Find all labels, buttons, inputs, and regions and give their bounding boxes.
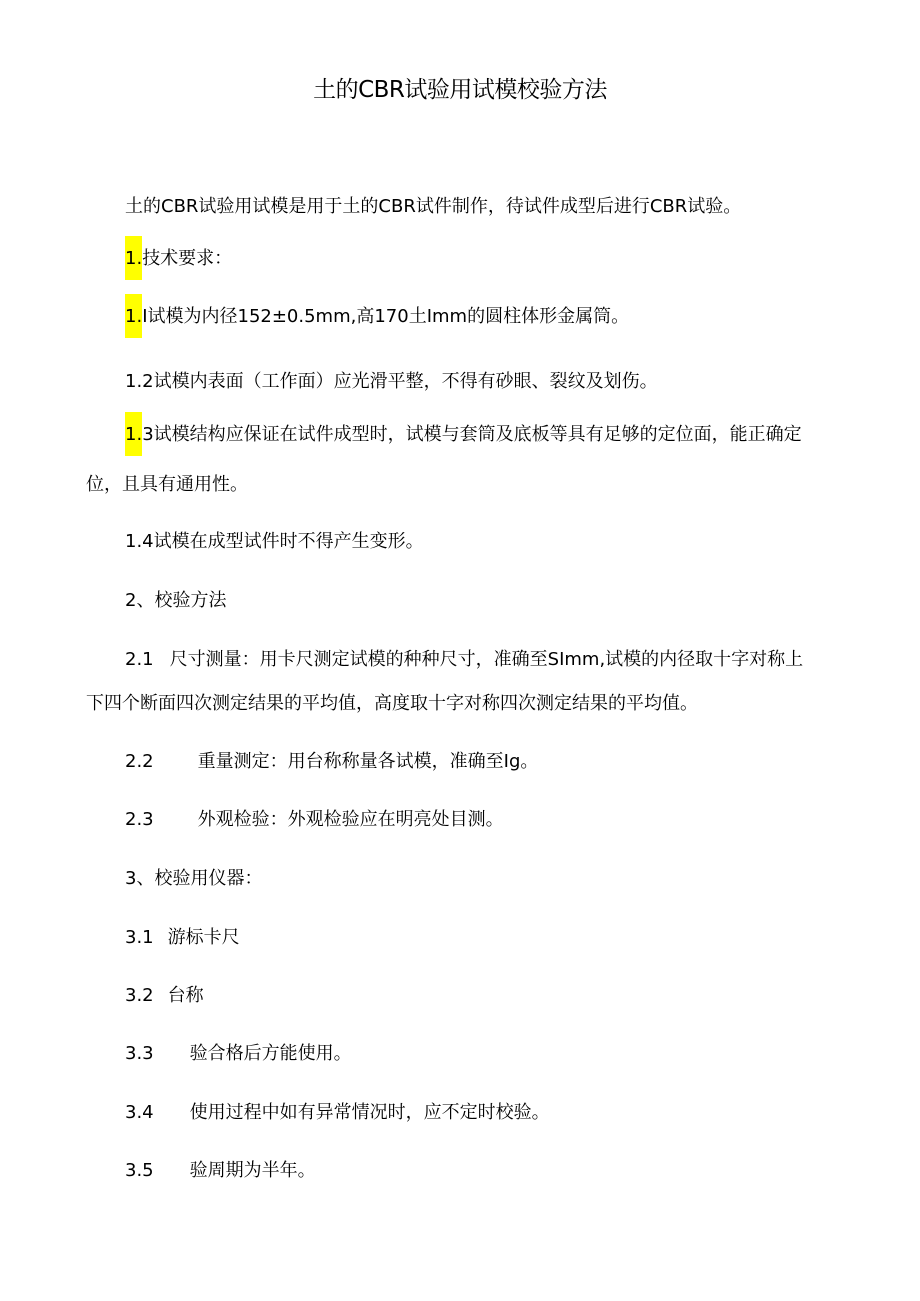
section-2-1: [125, 646, 803, 674]
section-3-3: [125, 1040, 352, 1068]
section-3-5: [125, 1157, 316, 1185]
section-2-2: [125, 748, 538, 776]
section-3-5-number: 3.5: [125, 1160, 154, 1181]
intro-paragraph: 土的CBR试验用试模是用于土的CBR试件制作，待试件成型后进行CBR试验。: [125, 196, 742, 217]
section-3-4: [125, 1099, 550, 1127]
section-3-4-number: 3.4: [125, 1102, 154, 1123]
section-1-3-continued: 位，且具有通用性。: [86, 474, 248, 495]
section-1-3-text: 3试模结构应保证在试件成型时，试模与套筒及底板等具有足够的定位面，能正确定: [142, 424, 802, 445]
section-3-heading: 3、校验用仪器：: [125, 868, 263, 889]
section-3-5-text: 验周期为半年。: [189, 1160, 316, 1181]
section-2-1-text: 尺寸测量：用卡尺测定试模的种种尺寸，准确至SImm,试模的内径取十字对称上: [169, 649, 804, 670]
section-1-1: [125, 294, 629, 339]
section-2-2-text: 重量测定：用台称称量各试模，准确至Ig。: [197, 751, 539, 772]
section-3-3-number: 3.3: [125, 1043, 154, 1064]
section-1-3: [125, 412, 802, 457]
highlight-mark: 1.: [125, 294, 142, 338]
section-1-text: 技术要求：: [142, 248, 233, 269]
section-3-1-text: 游标卡尺: [167, 927, 240, 948]
section-2-heading: 2、校验方法: [125, 590, 227, 611]
highlight-mark: 1.: [125, 412, 142, 456]
section-2-1-continued: 下四个断面四次测定结果的平均值，高度取十字对称四次测定结果的平均值。: [86, 693, 698, 714]
section-3-2: [125, 982, 204, 1010]
section-1-2: 1.2试模内表面（工作面）应光滑平整，不得有砂眼、裂纹及划伤。: [125, 371, 658, 392]
section-2-3: [125, 806, 504, 834]
document-title: 土的CBR试验用试模校验方法: [313, 77, 607, 103]
highlight-mark: 1.: [125, 236, 142, 280]
section-1-heading: [125, 236, 232, 281]
section-3-1: [125, 924, 240, 952]
section-3-3-text: 验合格后方能使用。: [189, 1043, 352, 1064]
section-3-2-number: 3.2: [125, 985, 154, 1006]
section-2-3-number: 2.3: [125, 809, 154, 830]
section-3-4-text: 使用过程中如有异常情况时，应不定时校验。: [189, 1102, 550, 1123]
section-3-1-number: 3.1: [125, 927, 154, 948]
section-2-1-number: 2.1: [125, 649, 154, 670]
section-1-1-text: I试模为内径152±0.5mm,高170土Imm的圆柱体形金属筒。: [142, 306, 630, 327]
section-2-2-number: 2.2: [125, 751, 154, 772]
section-1-4: 1.4试模在成型试件时不得产生变形。: [125, 531, 424, 552]
section-3-2-text: 台称: [167, 985, 204, 1006]
section-2-3-text: 外观检验：外观检验应在明亮处目测。: [197, 809, 504, 830]
